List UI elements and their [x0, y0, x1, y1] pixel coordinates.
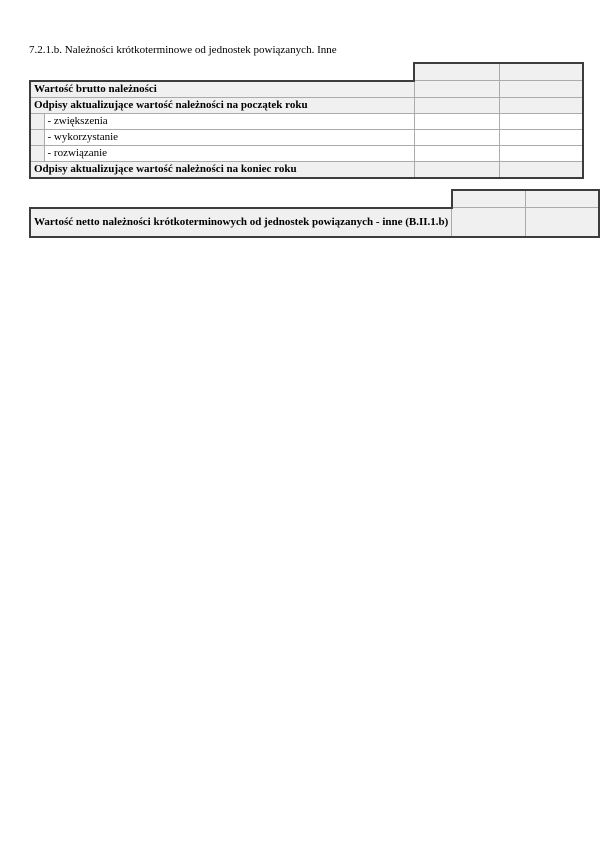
- table2-header-col1-cell: [452, 190, 526, 208]
- row-utilisation: [30, 129, 583, 145]
- table1-header-col1-cell: [414, 63, 499, 81]
- row-release: [30, 145, 583, 161]
- row-label: Wartość netto należności krótkoterminowych od jednostek powiązanych - inne (B.II.1.b): [30, 208, 452, 237]
- header-spacer: [30, 190, 452, 208]
- row-gross-value: [30, 81, 583, 98]
- value-cell: [499, 161, 583, 178]
- value-cell: [414, 129, 499, 145]
- row-label: Odpisy aktualizujące wartość należności na początek roku: [30, 97, 414, 113]
- table1-header-row: [30, 63, 583, 81]
- row-writedowns-closing: [30, 161, 583, 178]
- value-cell: [526, 208, 599, 237]
- receivables-writedowns-table: [29, 62, 584, 179]
- row-label: - zwiększenia: [44, 113, 414, 129]
- header-spacer: [30, 63, 414, 81]
- value-cell: [499, 113, 583, 129]
- row-label: Odpisy aktualizujące wartość należności na koniec roku: [30, 161, 414, 178]
- row-label: Wartość brutto należności: [30, 81, 414, 98]
- row-net-value: [30, 208, 599, 237]
- value-cell: [499, 81, 583, 98]
- value-cell: [414, 81, 499, 98]
- value-cell: [414, 113, 499, 129]
- row-label: - wykorzystanie: [44, 129, 414, 145]
- row-increases: [30, 113, 583, 129]
- value-cell: [499, 97, 583, 113]
- section-title: 7.2.1.b. Należności krótkoterminowe od jednostek powiązanych. Inne: [29, 44, 337, 56]
- row-writedowns-opening: [30, 97, 583, 113]
- value-cell: [499, 129, 583, 145]
- table2-header-row: [30, 190, 599, 208]
- indent-cell: [30, 113, 44, 129]
- table2-header-col2-cell: [526, 190, 599, 208]
- value-cell: [414, 145, 499, 161]
- value-cell: [414, 161, 499, 178]
- table1-header-col2-cell: [499, 63, 583, 81]
- value-cell: [452, 208, 526, 237]
- net-value-table: [29, 189, 600, 238]
- value-cell: [499, 145, 583, 161]
- row-label: - rozwiązanie: [44, 145, 414, 161]
- indent-cell: [30, 145, 44, 161]
- value-cell: [414, 97, 499, 113]
- indent-cell: [30, 129, 44, 145]
